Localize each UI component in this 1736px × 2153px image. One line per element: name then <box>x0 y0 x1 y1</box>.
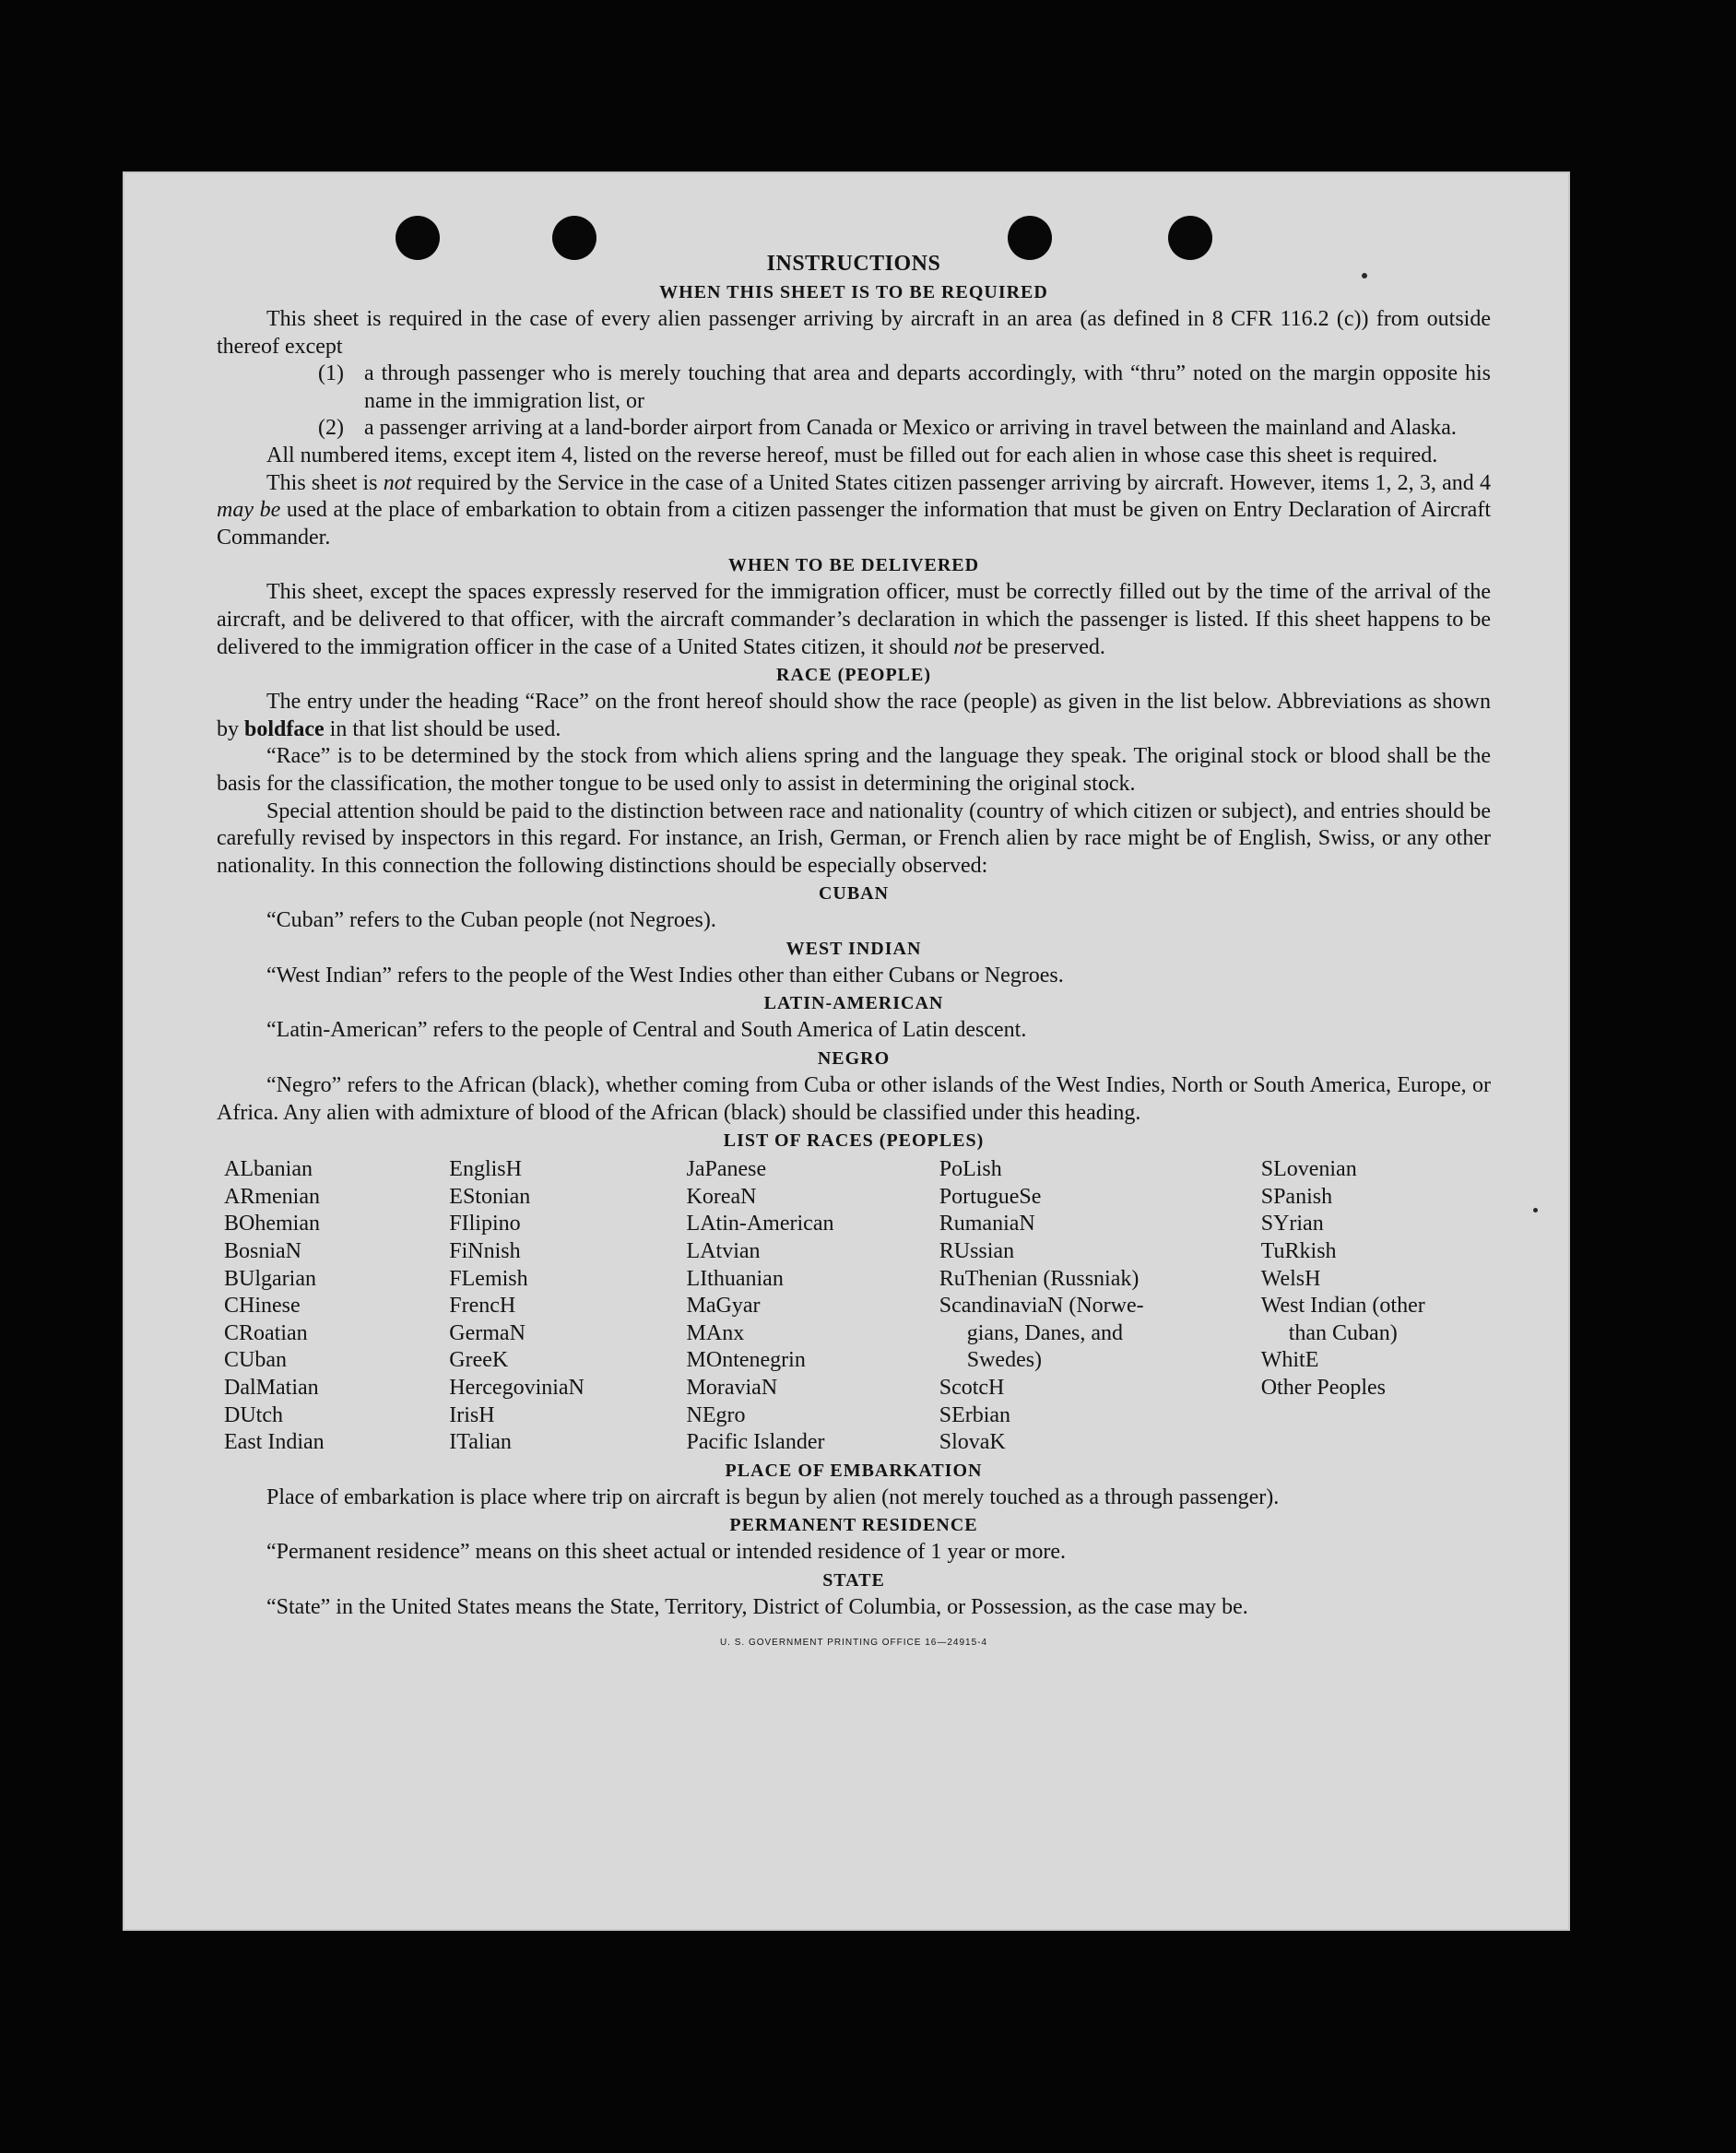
list-number: (1) <box>318 361 344 386</box>
race-entry: than Cuban) <box>1288 1320 1398 1345</box>
paragraph <box>217 579 1491 661</box>
race-entry: GermaN <box>449 1320 526 1345</box>
list-text: a passenger arriving at a land-border airport from Canada or Mexico or arriving in travel between the mainland and Alaska. <box>364 416 1457 441</box>
race-entry: FiNnish <box>449 1239 521 1264</box>
text-run: This sheet is <box>266 470 384 495</box>
paragraph: “Negro” refers to the African (black), whether coming from Cuba or other islands of the West Indies, North or South America, Europe, or Africa. Any alien with admixture of blood of the African (black) should be classified under this heading. <box>217 1073 1491 1125</box>
race-entry: LAtvian <box>686 1239 761 1264</box>
race-entry: SlovaK <box>939 1430 1006 1455</box>
race-entry: JaPanese <box>686 1157 767 1182</box>
race-entry: DUtch <box>224 1402 283 1427</box>
list-item <box>318 415 1491 443</box>
list-item <box>318 361 1491 415</box>
race-entry: gians, Danes, and <box>966 1320 1124 1345</box>
race-entry: LAtin-American <box>686 1212 834 1236</box>
speck <box>1533 1208 1538 1213</box>
emphasis-not: not <box>383 470 412 495</box>
race-entry: EStonian <box>449 1184 531 1209</box>
race-entry: FLemish <box>449 1266 528 1291</box>
race-entry: CUban <box>224 1348 287 1373</box>
race-entry: ScandinaviaN (Norwe- <box>939 1294 1144 1319</box>
printing-office-footer: U. S. GOVERNMENT PRINTING OFFICE 16—24915-4 <box>719 1637 988 1648</box>
race-entry: West Indian (other <box>1260 1294 1425 1319</box>
paragraph: “West Indian” refers to the people of the West Indies other than either Cubans or Negroes. <box>266 963 1064 988</box>
race-entry: WhitE <box>1260 1348 1319 1373</box>
text-run: The entry under the heading “Race” on the front hereof should show the race (people) as given in the list below. Abbreviations as shown by <box>217 690 1491 741</box>
race-entry: CHinese <box>224 1294 301 1319</box>
document-title: INSTRUCTIONS <box>766 252 941 276</box>
paragraph: “Permanent residence” means on this sheet actual or intended residence of 1 year or more. <box>266 1540 1066 1565</box>
section-heading: PERMANENT RESIDENCE <box>729 1515 978 1536</box>
race-entry: East Indian <box>224 1430 325 1455</box>
race-entry: EnglisH <box>449 1157 522 1182</box>
race-entry: MOntenegrin <box>686 1348 806 1373</box>
race-entry: MAnx <box>686 1320 745 1345</box>
section-heading: STATE <box>822 1569 885 1591</box>
race-entry: RuThenian (Russniak) <box>939 1266 1140 1291</box>
race-entry: BUlgarian <box>224 1266 316 1291</box>
text-run: used at the place of embarkation to obtain from a citizen passenger the information that must be given on Entry Declaration of Aircraft Commander. <box>217 498 1491 550</box>
race-entry: BOhemian <box>224 1212 320 1236</box>
race-entry: Other Peoples <box>1260 1376 1387 1400</box>
list-number: (2) <box>318 416 344 441</box>
section-heading: WHEN THIS SHEET IS TO BE REQUIRED <box>659 282 1048 302</box>
list-text: a through passenger who is merely touching that area and departs accordingly, with “thru” noted on the margin opposite his name in the immigration list, or <box>364 361 1491 413</box>
emphasis-not: not <box>953 634 982 659</box>
text-run: be preserved. <box>982 634 1105 659</box>
race-entry: TuRkish <box>1260 1239 1337 1264</box>
document-sheet <box>123 172 1570 1931</box>
section-heading: RACE (PEOPLE) <box>776 665 931 686</box>
race-entry: PortugueSe <box>939 1184 1042 1209</box>
race-entry: RumaniaN <box>939 1212 1035 1236</box>
section-heading: WHEN TO BE DELIVERED <box>727 555 980 576</box>
race-column <box>939 1156 1261 1457</box>
race-entry: PoLish <box>939 1157 1002 1182</box>
section-heading: CUBAN <box>818 883 890 905</box>
race-entry: ITalian <box>449 1430 512 1455</box>
race-column <box>224 1156 449 1457</box>
bold-word: boldface <box>244 716 325 741</box>
race-entry: SLovenian <box>1260 1157 1357 1182</box>
section-heading: NEGRO <box>817 1048 891 1070</box>
paragraph <box>217 470 1491 552</box>
race-entry: SErbian <box>939 1402 1011 1427</box>
race-entry: ARmenian <box>224 1184 320 1209</box>
race-entry: NEgro <box>686 1402 746 1427</box>
paragraph: “Cuban” refers to the Cuban people (not Negroes). <box>266 908 716 933</box>
race-entry: ALbanian <box>224 1157 313 1182</box>
race-entry: RUssian <box>939 1239 1015 1264</box>
paragraph: All numbered items, except item 4, listed on the reverse hereof, must be filled out for each alien in whose case this sheet is required. <box>266 443 1438 467</box>
race-entry: FrencH <box>449 1294 516 1319</box>
race-entry: IrisH <box>449 1402 495 1427</box>
paragraph: “Race” is to be determined by the stock from which aliens spring and the language they speak. The original stock or blood shall be the basis for the classification, the mother tongue to be used only to assist in determining the original stock. <box>217 744 1491 796</box>
race-column <box>1261 1156 1491 1457</box>
race-entry: BosniaN <box>224 1239 301 1264</box>
paragraph: Special attention should be paid to the distinction between race and nationality (country of which citizen or subject), and entries should be carefully revised by inspectors in this regard. For instance, an Irish, German, or French alien by race might be of English, Swiss, or any other nationality. In this connection the following distinctions should be especially observed: <box>217 799 1491 878</box>
race-entry: WelsH <box>1260 1266 1321 1291</box>
paragraph <box>217 689 1491 743</box>
race-entry: Swedes) <box>966 1348 1043 1373</box>
race-entry: MoraviaN <box>686 1376 778 1400</box>
race-entry: HercegoviniaN <box>449 1376 585 1400</box>
race-entry: FIlipino <box>449 1212 521 1236</box>
document-body <box>217 249 1491 1656</box>
section-heading: LATIN-AMERICAN <box>763 993 944 1014</box>
paragraph: “State” in the United States means the State, Territory, District of Columbia, or Possession, as the case may be. <box>266 1594 1248 1619</box>
race-entry: GreeK <box>449 1348 509 1373</box>
race-column <box>687 1156 939 1457</box>
text-run: required by the Service in the case of a United States citizen passenger arriving by aircraft. However, items 1, 2, 3, and 4 <box>411 470 1491 495</box>
section-heading: PLACE OF EMBARKATION <box>725 1460 983 1481</box>
race-column <box>449 1156 686 1457</box>
section-heading: WEST INDIAN <box>785 938 922 959</box>
text-run: in that list should be used. <box>324 716 561 741</box>
race-entry: KoreaN <box>686 1184 757 1209</box>
race-entry: DalMatian <box>224 1376 319 1400</box>
paragraph: This sheet is required in the case of every alien passenger arriving by aircraft in an area (as defined in 8 CFR 116.2 (c)) from outside thereof except <box>217 307 1491 359</box>
race-entry: CRoatian <box>224 1320 308 1345</box>
race-entry: ScotcH <box>939 1376 1005 1400</box>
race-entry: MaGyar <box>686 1294 761 1319</box>
race-entry: Pacific Islander <box>686 1430 825 1455</box>
race-entry: SYrian <box>1260 1212 1324 1236</box>
paragraph: Place of embarkation is place where trip on aircraft is begun by alien (not merely touched as a through passenger). <box>266 1485 1280 1509</box>
text-run: This sheet, except the spaces expressly reserved for the immigration officer, must be correctly filled out by the time of the arrival of the aircraft, and be delivered to that officer, with the aircraft commander’s declaration in which the passenger is listed. If this sheet happens to be delivered to the immigration officer in the case of a United States citizen, it should <box>217 580 1491 659</box>
emphasis-may-be: may be <box>217 498 281 523</box>
paragraph: “Latin-American” refers to the people of Central and South America of Latin descent. <box>266 1018 1027 1043</box>
race-list <box>224 1156 1491 1457</box>
race-entry: LIthuanian <box>686 1266 784 1291</box>
section-heading: LIST OF RACES (PEOPLES) <box>723 1130 985 1152</box>
race-entry: SPanish <box>1260 1184 1333 1209</box>
